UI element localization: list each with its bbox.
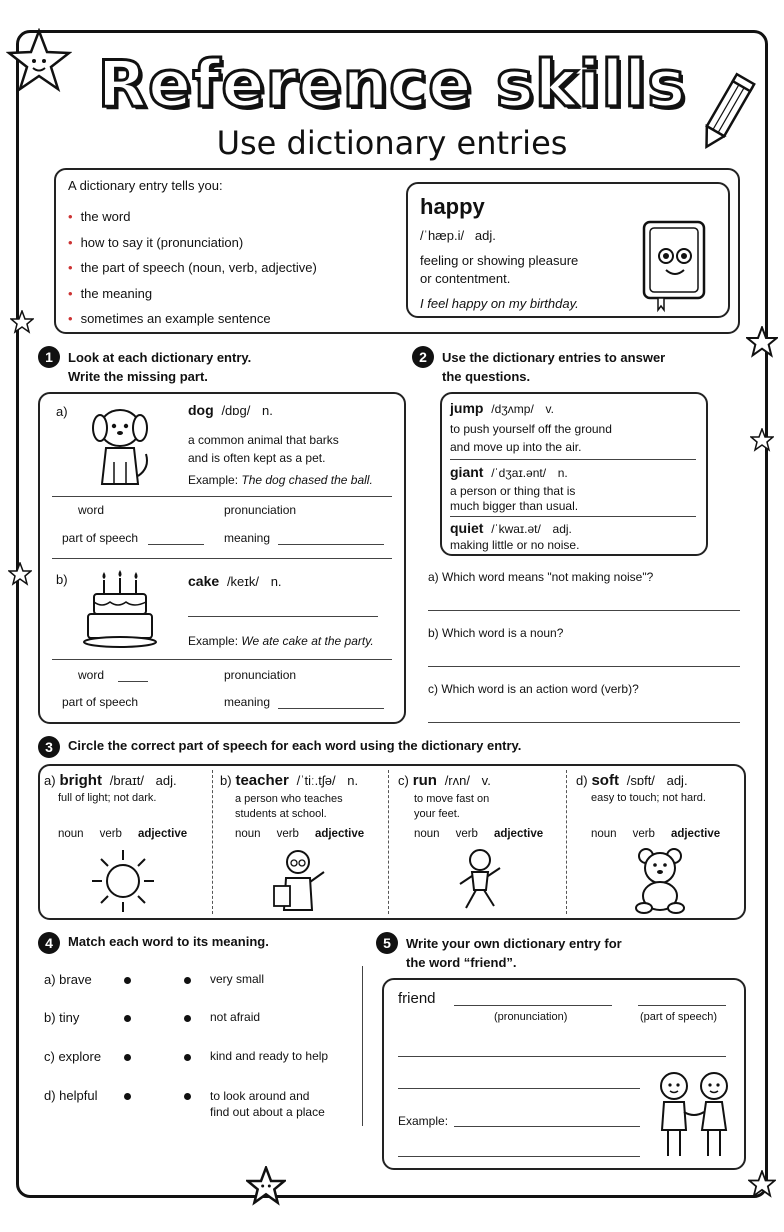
options-bright	[58, 828, 187, 840]
option-noun[interactable]: noun	[414, 828, 440, 840]
list-item: • how to say it (pronunciation)	[68, 234, 244, 250]
divider	[52, 659, 392, 660]
option-noun[interactable]: noun	[235, 828, 261, 840]
star-icon	[10, 310, 34, 334]
option-verb[interactable]: verb	[632, 828, 655, 840]
match-meaning-look-around: to look around and find out about a place	[210, 1089, 325, 1119]
option-noun[interactable]: noun	[58, 828, 84, 840]
entry-a-letter: a)	[56, 404, 68, 419]
list-item: • the word	[68, 209, 131, 224]
entry-a-example: Example: The dog chased the ball.	[188, 473, 373, 487]
option-adjective[interactable]: adjective	[670, 828, 721, 840]
match-dot-right[interactable]	[184, 1054, 191, 1061]
sun-icon	[88, 846, 158, 916]
section-1-instructions: Look at each dictionary entry. Write the missing part.	[68, 350, 252, 384]
answer-line-meaning[interactable]	[398, 1056, 726, 1057]
question-b: b) Which word is a noun?	[428, 626, 564, 640]
option-verb[interactable]: verb	[99, 828, 122, 840]
match-meaning-not-afraid: not afraid	[210, 1010, 261, 1024]
item-run-definition: to move fast on your feet.	[414, 793, 490, 820]
answer-line-b-meaning[interactable]	[188, 616, 378, 617]
label-word: word	[78, 668, 105, 682]
section-2-number: 2	[412, 346, 434, 368]
item-bright-header: a) bright /braɪt/ adj.	[44, 772, 177, 789]
label-meaning: meaning	[224, 531, 271, 545]
item-run-header: c) run /rʌn/ v.	[398, 772, 491, 789]
match-word-brave: a) brave	[44, 972, 92, 987]
label-pronunciation: pronunciation	[224, 668, 297, 682]
divider	[450, 516, 696, 517]
friends-icon	[652, 1068, 738, 1162]
divider	[566, 770, 567, 914]
section-5-instructions: Write your own dictionary entry for the word “friend”.	[406, 936, 622, 970]
sample-word: happy	[420, 194, 485, 219]
entry-jump-definition: to push yourself off the ground and move up into the air.	[450, 422, 612, 454]
entry-b-letter: b)	[56, 572, 68, 587]
option-verb[interactable]: verb	[455, 828, 478, 840]
answer-line-q-c[interactable]	[428, 722, 740, 723]
entry-giant-header: giant /ˈdʒaɪ.ənt/ n.	[450, 464, 568, 480]
section-2-instructions: Use the dictionary entries to answer the questions.	[442, 350, 666, 384]
entry-quiet-definition: making little or no noise.	[450, 538, 580, 552]
answer-line-q-b[interactable]	[428, 666, 740, 667]
options-run	[414, 828, 543, 840]
option-verb[interactable]: verb	[276, 828, 299, 840]
match-word-tiny: b) tiny	[44, 1010, 80, 1025]
teddy-bear-icon	[630, 846, 690, 914]
label-part-of-speech: part of speech	[62, 695, 139, 709]
sample-definition-1: feeling or showing pleasure	[420, 253, 579, 268]
match-dot-left[interactable]	[124, 1054, 131, 1061]
section-1-number: 1	[38, 346, 60, 368]
sample-example: I feel happy on my birthday.	[420, 296, 579, 311]
divider	[52, 496, 392, 497]
divider	[388, 770, 389, 914]
answer-line-example[interactable]	[454, 1126, 640, 1127]
match-dot-left[interactable]	[124, 1093, 131, 1100]
star-icon	[750, 428, 774, 452]
label-meaning: meaning	[224, 695, 271, 709]
options-teacher	[235, 828, 364, 840]
match-dot-left[interactable]	[124, 1015, 131, 1022]
answer-line-q-a[interactable]	[428, 610, 740, 611]
book-character-icon	[636, 214, 712, 314]
answer-line-example-2[interactable]	[398, 1156, 640, 1157]
label-part-of-speech-hint: (part of speech)	[640, 1011, 718, 1023]
section-5-number: 5	[376, 932, 398, 954]
item-bright-definition: full of light; not dark.	[58, 792, 157, 804]
option-adjective[interactable]: adjective	[314, 828, 365, 840]
star-icon	[746, 326, 778, 358]
smiling-star-icon	[246, 1166, 286, 1206]
answer-line-a-meaning[interactable]	[278, 544, 384, 545]
divider	[362, 966, 363, 1126]
entry-b-header: cake /keɪk/ n.	[188, 573, 282, 589]
divider	[52, 558, 392, 559]
section-4-number: 4	[38, 932, 60, 954]
option-noun[interactable]: noun	[591, 828, 617, 840]
running-child-icon	[452, 846, 508, 914]
sample-definition-2: or contentment.	[420, 271, 511, 286]
match-dot-right[interactable]	[184, 977, 191, 984]
example-label: Example:	[398, 1114, 449, 1128]
page-title: Reference skills	[97, 48, 687, 122]
entry-a-header: dog /dɒg/ n.	[188, 402, 273, 418]
item-teacher-header: b) teacher /ˈtiː.tʃə/ n.	[220, 772, 359, 789]
divider	[450, 459, 696, 460]
entry-a-definition: a common animal that barks and is often kept as a pet.	[188, 433, 339, 465]
birthday-cake-icon	[82, 568, 158, 650]
page-subtitle: Use dictionary entries	[216, 124, 568, 162]
item-soft-definition: easy to touch; not hard.	[591, 792, 706, 804]
section-3-number: 3	[38, 736, 60, 758]
match-dot-right[interactable]	[184, 1093, 191, 1100]
intro-list	[68, 204, 317, 332]
section-3-heading: Circle the correct part of speech for each word using the dictionary entry.	[68, 738, 522, 753]
label-pronunciation-hint: (pronunciation)	[494, 1011, 568, 1023]
list-item: • the part of speech (noun, verb, adjective)	[68, 260, 317, 275]
star-icon	[748, 1170, 776, 1198]
dog-icon	[88, 402, 154, 488]
entry-giant-definition: a person or thing that is much bigger than usual.	[450, 484, 579, 513]
match-word-explore: c) explore	[44, 1049, 102, 1064]
match-meaning-kind: kind and ready to help	[210, 1049, 329, 1063]
label-part-of-speech: part of speech	[62, 531, 139, 545]
entry-quiet-header: quiet /ˈkwaɪ.ət/ adj.	[450, 520, 572, 536]
intro-heading: A dictionary entry tells you:	[68, 178, 223, 193]
sample-pronunciation: /ˈhæp.i/ adj.	[420, 228, 496, 243]
entry-jump-header: jump /dʒʌmp/ v.	[450, 400, 554, 416]
item-soft-header: d) soft /sɒft/ adj.	[576, 772, 688, 789]
question-c: c) Which word is an action word (verb)?	[428, 682, 639, 696]
answer-line-b-word[interactable]	[118, 681, 148, 682]
question-a: a) Which word means "not making noise"?	[428, 570, 654, 584]
answer-line-a-pos[interactable]	[148, 544, 204, 545]
label-word: word	[78, 503, 105, 517]
entry-b-example: Example: We ate cake at the party.	[188, 634, 374, 648]
match-dot-right[interactable]	[184, 1015, 191, 1022]
teacher-icon	[268, 846, 332, 914]
label-pronunciation: pronunciation	[224, 503, 297, 517]
options-soft	[591, 828, 720, 840]
section-4-heading: Match each word to its meaning.	[68, 934, 269, 949]
answer-line-part-of-speech[interactable]	[638, 1005, 726, 1006]
match-meaning-very-small: very small	[210, 972, 265, 986]
friend-word: friend	[398, 990, 436, 1007]
option-adjective[interactable]: adjective	[493, 828, 544, 840]
answer-line-b-meaning-2[interactable]	[278, 708, 384, 709]
match-dot-left[interactable]	[124, 977, 131, 984]
option-adjective[interactable]: adjective	[137, 828, 188, 840]
answer-line-meaning-2[interactable]	[398, 1088, 640, 1089]
list-item: • sometimes an example sentence	[68, 311, 271, 326]
star-icon	[8, 562, 32, 586]
item-teacher-definition: a person who teaches students at school.	[235, 793, 343, 820]
answer-line-pronunciation[interactable]	[454, 1005, 612, 1006]
divider	[212, 770, 213, 914]
list-item: • the meaning	[68, 285, 153, 301]
match-word-helpful: d) helpful	[44, 1088, 98, 1103]
